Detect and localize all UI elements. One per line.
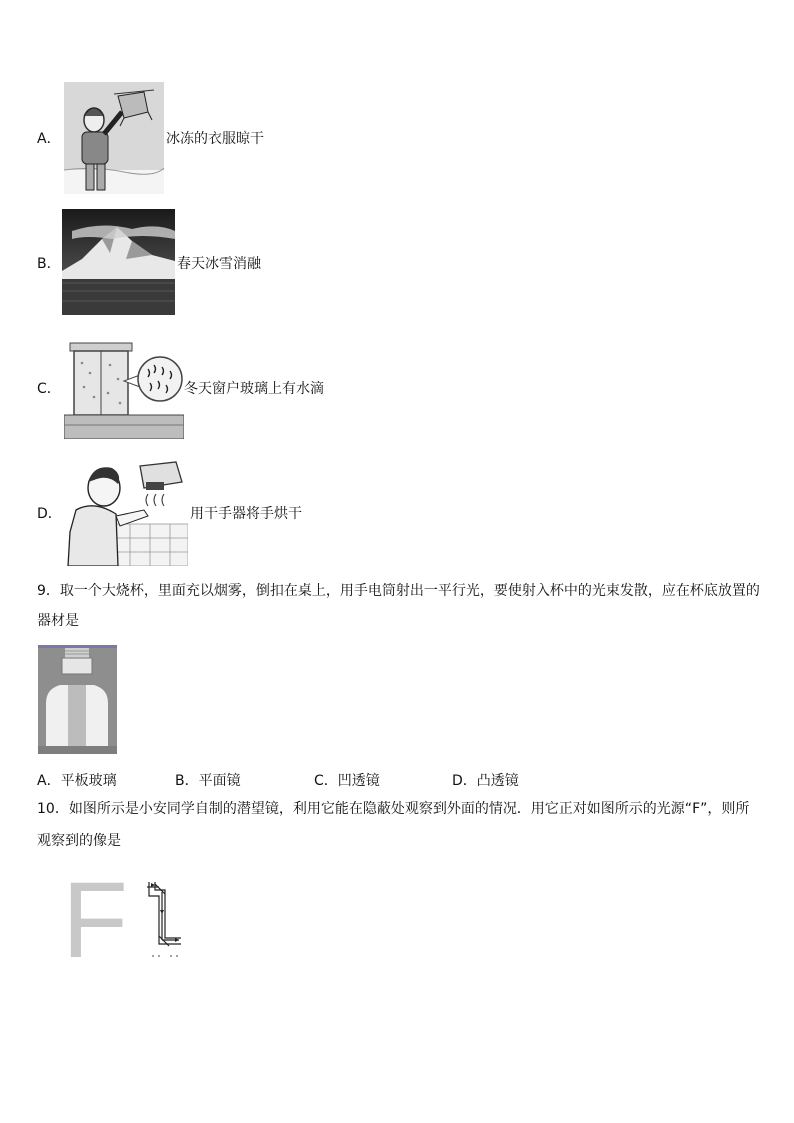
option-b-letter: B． <box>37 256 61 272</box>
question-9-choice-a: A．平板玻璃 <box>37 773 117 789</box>
question-10-line-1: 10．如图所示是小安同学自制的潜望镜，利用它能在隐蔽处观察到外面的情况．用它正对如图所示的光源“F”，则所 <box>37 801 750 817</box>
option-d-letter: D． <box>37 506 62 522</box>
window-water-droplets-image <box>64 339 184 439</box>
question-9-choice-c: C．凹透镜 <box>314 773 380 789</box>
light-source-f-letter: F <box>62 859 128 980</box>
question-9-choice-d: D．凸透镜 <box>452 773 519 789</box>
frozen-clothes-image <box>64 82 164 194</box>
option-a-text: 冰冻的衣服晾干 <box>166 131 264 147</box>
option-b-text: 春天冰雪消融 <box>177 256 261 272</box>
option-d-text: 用干手器将手烘干 <box>190 506 302 522</box>
question-10-line-2: 观察到的像是 <box>37 833 121 849</box>
option-a-letter: A． <box>37 131 61 147</box>
hand-dryer-image <box>64 460 188 566</box>
option-c-text: 冬天窗户玻璃上有水滴 <box>184 381 324 397</box>
question-9-line-2: 器材是 <box>37 613 79 629</box>
question-9-line-1: 9．取一个大烧杯，里面充以烟雾，倒扣在桌上，用手电筒射出一平行光，要使射入杯中的光束发散，应在杯底放置的 <box>37 583 760 599</box>
option-c-letter: C． <box>37 381 61 397</box>
melting-snow-mountain-image <box>62 209 175 315</box>
periscope-diagram <box>145 880 199 962</box>
question-9-choice-b: B．平面镜 <box>175 773 241 789</box>
beaker-flashlight-image <box>38 645 117 754</box>
